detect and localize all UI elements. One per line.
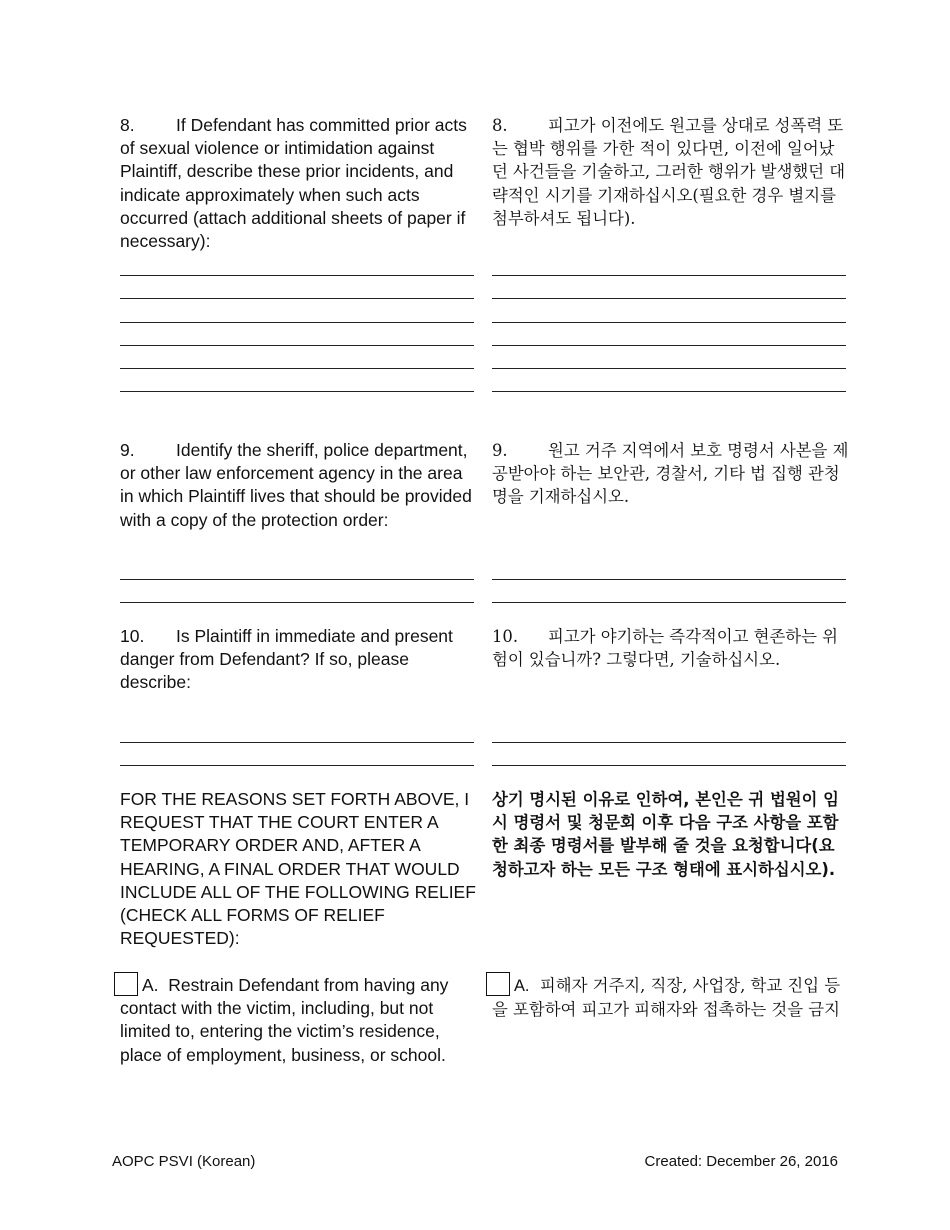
footer-created-date: Created: December 26, 2016 [644, 1153, 838, 1170]
relief-a-letter: A. [142, 975, 159, 995]
question-number: 9. [492, 441, 508, 460]
question-text: Is Plaintiff in immediate and present danger from Defendant? If so, please describe: [120, 626, 453, 693]
question-number: 8. [120, 115, 135, 135]
question-10-ko [492, 625, 850, 671]
footer-form-id: AOPC PSVI (Korean) [112, 1153, 256, 1170]
question-text: Identify the sheriff, police department, or other law enforcement agency in the area in which Plaintiff lives that should be provided with a copy of the protection order: [120, 440, 472, 530]
question-text: If Defendant has committed prior acts of sexual violence or intimidation against Plaintiff, describe these prior incidents, and indicate approximately when such acts occurred (attach additional sheets of paper if necessary): [120, 115, 467, 252]
question-number: 10. [492, 627, 519, 646]
question-text: 원고 거주 지역에서 보호 명령서 사본을 제공받아야 하는 보안관, 경찰서, 기타 법 집행 관청 명을 기재하십시오. [492, 441, 849, 507]
answer-lines-10-en[interactable] [120, 720, 474, 766]
relief-a-checkbox-ko[interactable] [486, 972, 510, 996]
relief-request-en: FOR THE REASONS SET FORTH ABOVE, I REQUEST THAT THE COURT ENTER A TEMPORARY ORDER AND, AFTER A HEARING, A FINAL ORDER THAT WOULD INCLUDE ALL OF THE FOLLOWING RELIEF (CHECK ALL FORMS OF RELIEF REQUESTED): [120, 789, 476, 949]
question-text: 피고가 야기하는 즉각적이고 현존하는 위험이 있습니까? 그렇다면, 기술하십시오. [492, 627, 839, 670]
relief-request-ko: 상기 명시된 이유로 인하여, 본인은 귀 법원이 임시 명령서 및 청문회 이후 다음 구조 사항을 포함한 최종 명령서를 발부해 줄 것을 요청합니다(요청하고자 하는 모든 구조 형태에 표시하십시오). [492, 790, 840, 879]
relief-a-checkbox[interactable] [114, 972, 138, 996]
relief-a-ko [492, 972, 850, 1021]
question-number: 10. [120, 626, 145, 646]
question-9-en [120, 439, 478, 532]
question-text: 피고가 이전에도 원고를 상대로 성폭력 또는 협박 행위를 가한 적이 있다면, 이전에 일어났던 사건들을 기술하고, 그러한 행위가 발생했던 대략적인 시기를 기재하십시오(필요한 경우 별지를 첨부하셔도 됩니다). [492, 116, 846, 228]
relief-a-text: 피해자 거주지, 직장, 사업장, 학교 진입 등을 포함하여 피고가 피해자와 접촉하는 것을 금지 [492, 976, 841, 1020]
question-10-en [120, 625, 478, 695]
question-9-ko [492, 439, 850, 509]
answer-lines-10-ko[interactable] [492, 720, 846, 766]
relief-a-text: Restrain Defendant from having any contact with the victim, including, but not limited to, entering the victim’s residence, place of employment, business, or school. [120, 975, 449, 1065]
answer-lines-9-ko[interactable] [492, 557, 846, 603]
relief-a-en [120, 972, 478, 1067]
relief-a-letter: A. [514, 977, 530, 995]
question-number: 9. [120, 440, 135, 460]
question-8-ko [492, 114, 850, 230]
answer-lines-8-en[interactable] [120, 253, 474, 392]
question-8-en [120, 114, 478, 253]
answer-lines-9-en[interactable] [120, 557, 474, 603]
answer-lines-8-ko[interactable] [492, 253, 846, 392]
question-number: 8. [492, 116, 508, 135]
